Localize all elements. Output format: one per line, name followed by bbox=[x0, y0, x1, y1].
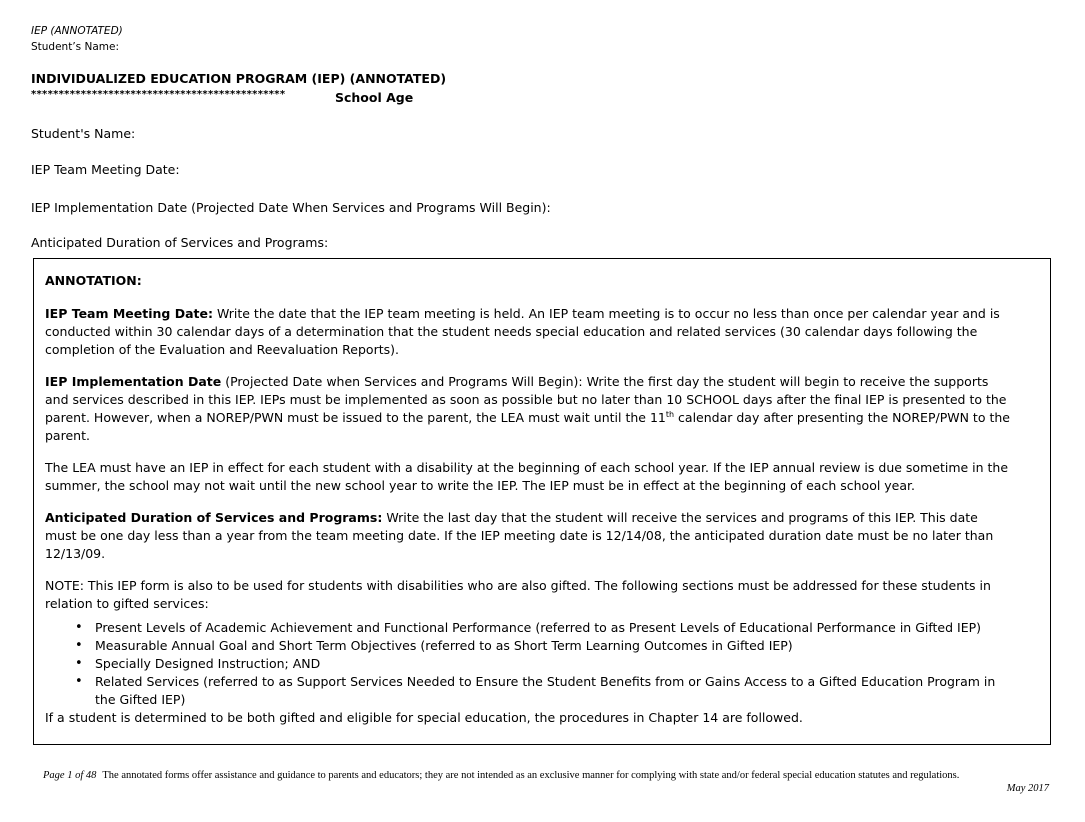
duration-term: Anticipated Duration of Services and Programs: bbox=[45, 510, 383, 525]
ordinal-suffix: th bbox=[665, 409, 675, 419]
students-name-field: Student's Name: bbox=[31, 126, 136, 141]
meeting-date-field: IEP Team Meeting Date: bbox=[31, 162, 180, 177]
meeting-date-annotation bbox=[45, 305, 1010, 359]
list-item: • Present Levels of Academic Achievement and Functional Performance (referred to as Present Levels of Educational Performance in Gifted IEP) bbox=[95, 619, 1010, 637]
footer-date: May 2017 bbox=[1006, 783, 1049, 794]
meeting-date-text: Write the date that the IEP team meeting is held. An IEP team meeting is to occur no less than once per calendar year and is conducted within 30 calendar days of a determination that the student needs special education and related services (30 calendar days following the completion of the Evaluation and Reevaluation Reports). bbox=[45, 306, 1000, 357]
list-item: • Measurable Annual Goal and Short Term Objectives (referred to as Short Term Learning Outcomes in Gifted IEP) bbox=[95, 637, 1010, 655]
gifted-sections-list bbox=[45, 619, 1010, 709]
annotation-heading: ANNOTATION: bbox=[45, 273, 142, 288]
list-item: • Related Services (referred to as Support Services Needed to Ensure the Student Benefits from or Gains Access to a Gifted Education Program in the Gifted IEP) bbox=[95, 673, 1010, 709]
list-item: • Specially Designed Instruction; AND bbox=[95, 655, 1010, 673]
gifted-note: NOTE: This IEP form is also to be used for students with disabilities who are also gifted. The following sections must be addressed for these students in relation to gifted services: bbox=[45, 578, 991, 611]
implementation-text-a: (Projected Date when Services and Programs Will Begin): Write the first day the student will begin to receive the supports and services described in this IEP. IEPs must be implemented as soon as possible but no later than 10 SCHOOL days after the final IEP is presented to the parent. However, when a NOREP/PWN must be issued to the parent, the LEA must wait until the 11 bbox=[45, 374, 1007, 425]
document-title: INDIVIDUALIZED EDUCATION PROGRAM (IEP) (ANNOTATED) bbox=[31, 71, 447, 86]
anticipated-duration-field: Anticipated Duration of Services and Programs: bbox=[31, 235, 329, 250]
duration-text: Write the last day that the student will receive the services and programs of this IEP. This date must be one day less than a year from the team meeting date. If the IEP meeting date is 12/14/08, the anticipated duration date must be no later than 12/13/09. bbox=[45, 510, 994, 561]
page-footer bbox=[43, 770, 959, 781]
chapter-14-note: If a student is determined to be both gifted and eligible for special education, the procedures in Chapter 14 are followed. bbox=[45, 710, 803, 725]
implementation-date-annotation bbox=[45, 373, 1010, 445]
footer-disclaimer: The annotated forms offer assistance and guidance to parents and educators; they are not intended as an exclusive manner for complying with state and/or federal special education statutes and regulations. bbox=[102, 770, 960, 781]
page-number: Page 1 of 48 bbox=[43, 770, 97, 781]
school-age-label: School Age bbox=[335, 90, 414, 105]
meeting-date-term: IEP Team Meeting Date: bbox=[45, 306, 213, 321]
students-name-small-label: Student’s Name: bbox=[31, 41, 119, 53]
star-divider: ********************************************** bbox=[31, 89, 286, 100]
implementation-text-b: calendar day after presenting the NOREP/PWN to the parent. bbox=[45, 410, 1010, 443]
lea-paragraph: The LEA must have an IEP in effect for each student with a disability at the beginning of each school year. If the IEP annual review is due sometime in the summer, the school may not wait until the new school year to write the IEP. The IEP must be in effect at the beginning of each school year. bbox=[45, 460, 1009, 493]
annotated-label: IEP (ANNOTATED) bbox=[31, 25, 123, 37]
implementation-date-field: IEP Implementation Date (Projected Date When Services and Programs Will Begin): bbox=[31, 200, 551, 215]
duration-annotation bbox=[45, 509, 1010, 563]
implementation-date-term: IEP Implementation Date bbox=[45, 374, 222, 389]
annotation-box bbox=[33, 258, 1051, 745]
